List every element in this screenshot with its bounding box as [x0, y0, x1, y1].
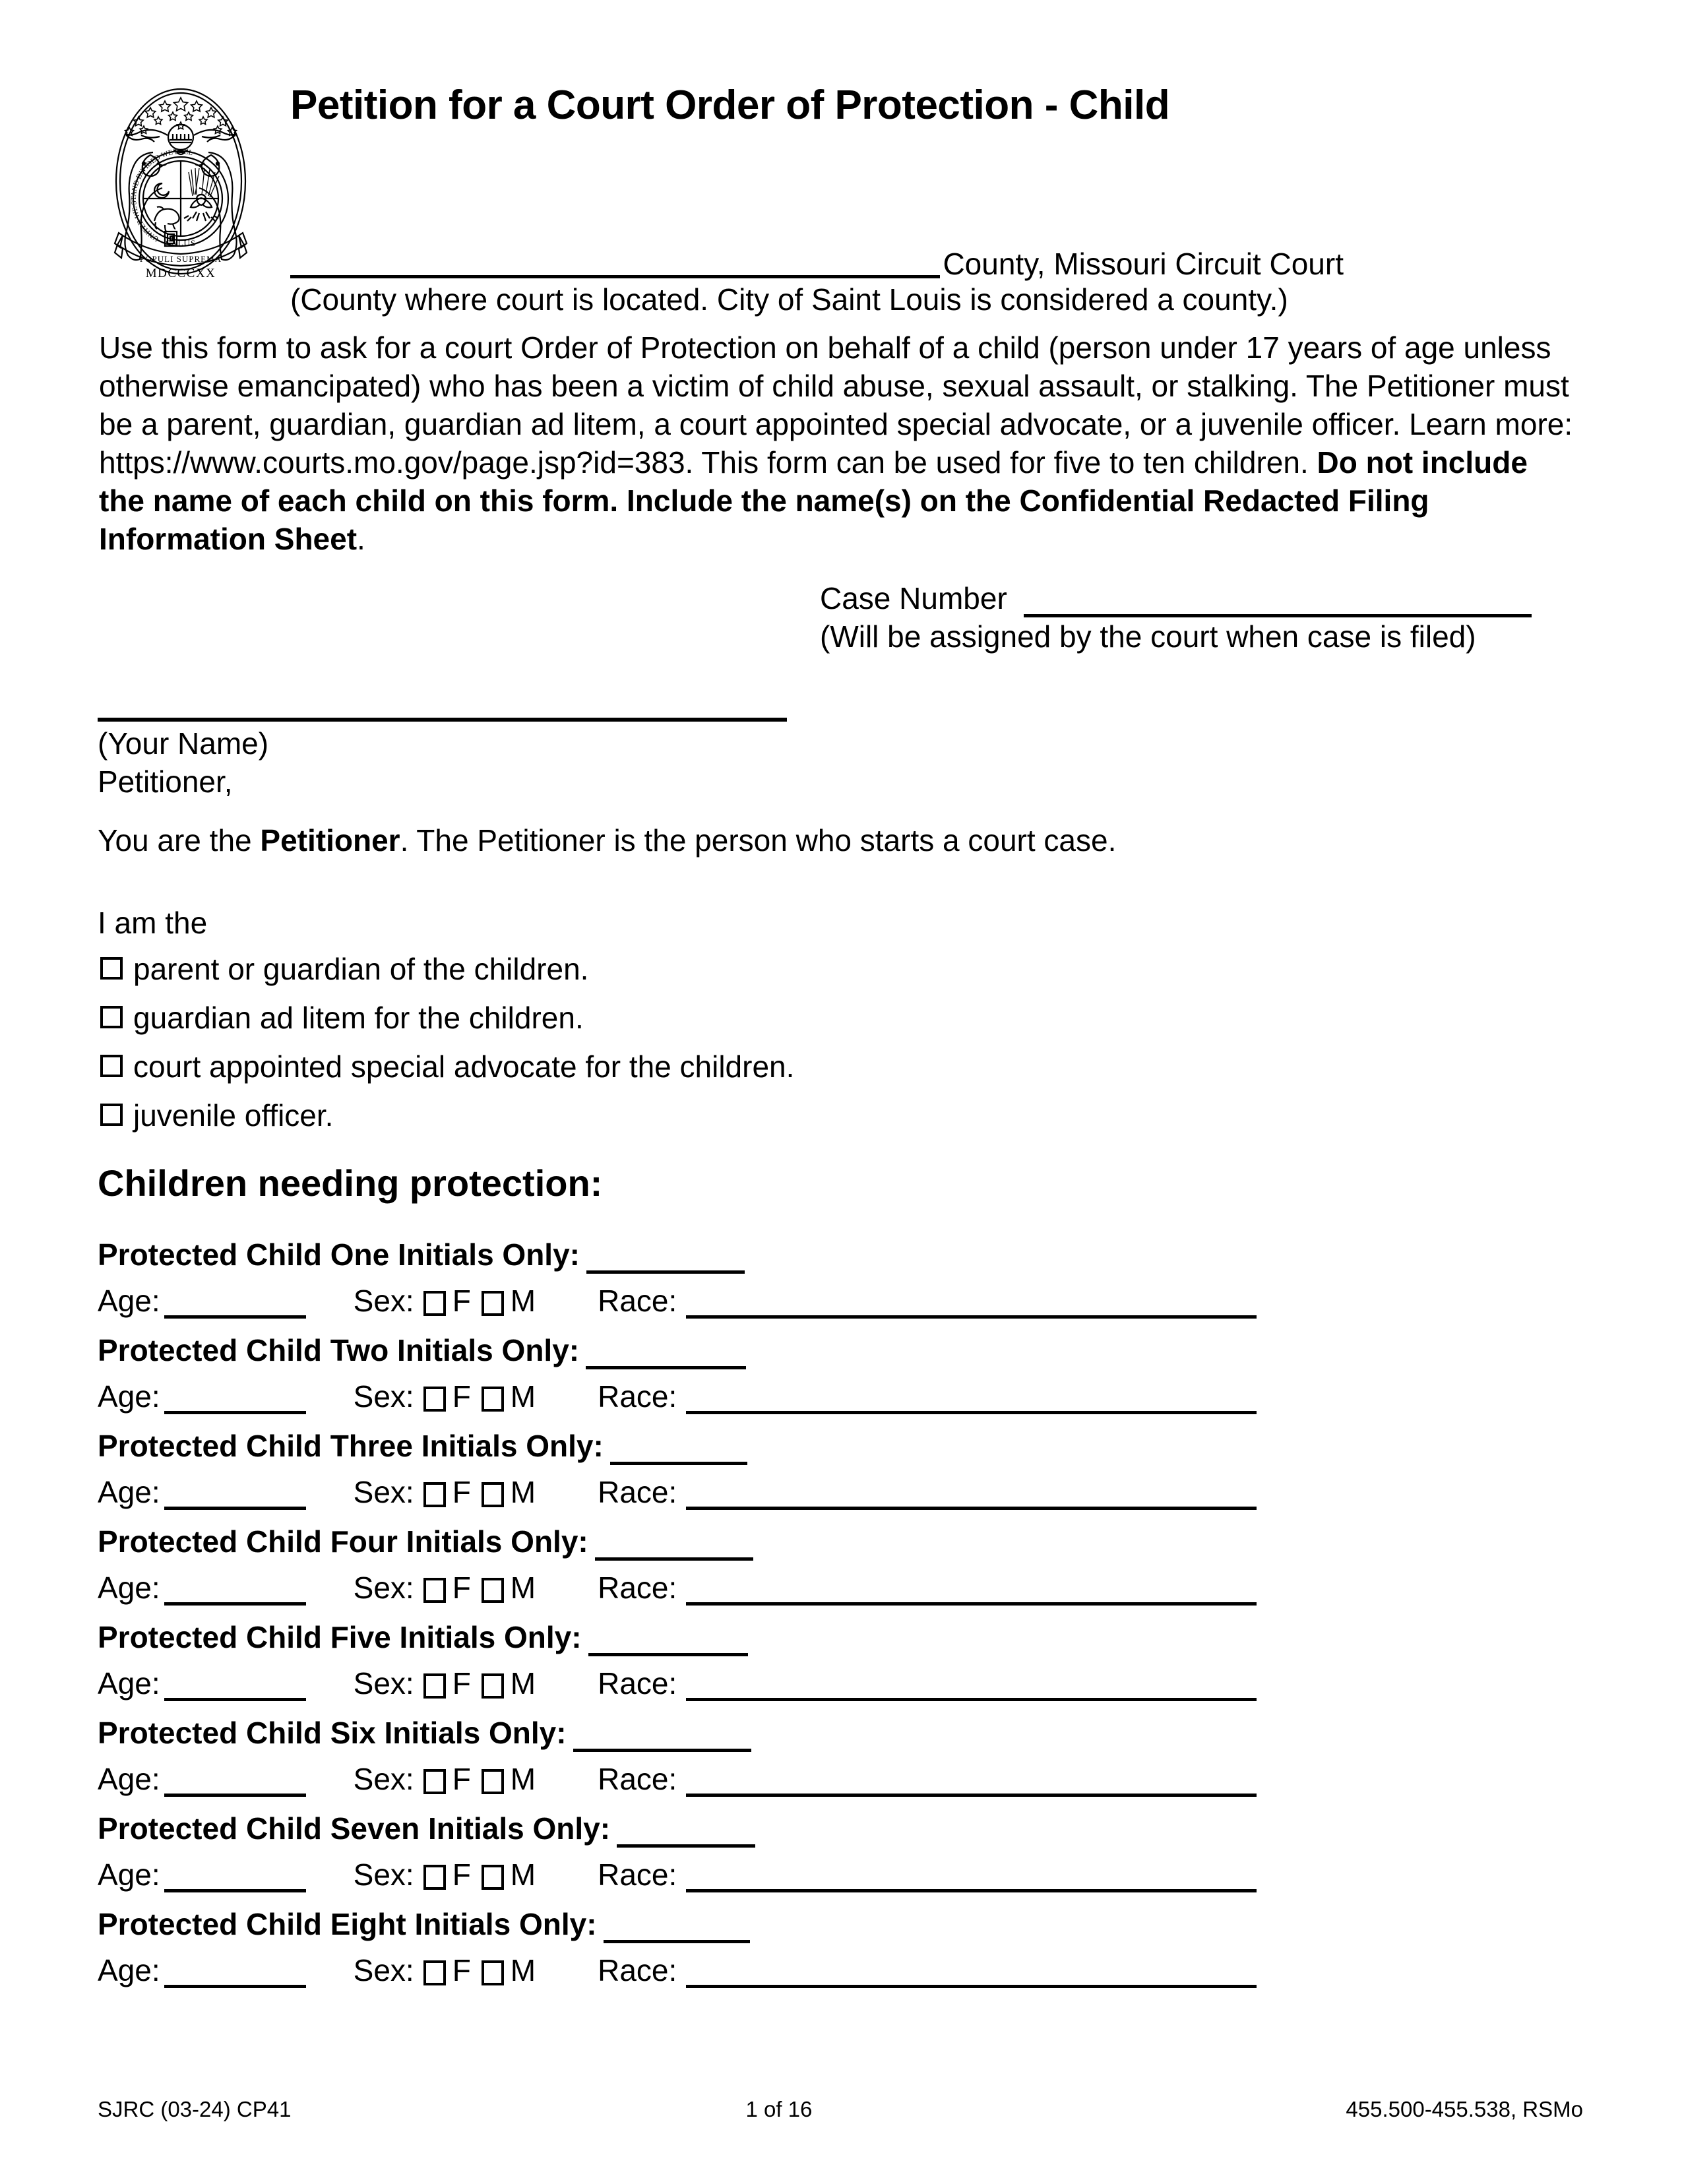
i-am-the-option-parent-guardian[interactable]: [100, 952, 1156, 1001]
page-title: Petition for a Court Order of Protection - Child: [290, 82, 1170, 128]
race-group: [598, 1857, 1351, 1892]
petitioner-def-pre: You are the: [98, 823, 261, 858]
age-field[interactable]: [164, 1387, 306, 1414]
i-am-the-label: I am the: [98, 906, 208, 940]
option-label: juvenile officer.: [133, 1098, 334, 1133]
page-footer: [98, 2096, 1583, 2123]
sex-group: [354, 1857, 546, 1892]
race-label: Race:: [598, 1379, 677, 1414]
checkbox-icon-female[interactable]: [423, 1769, 446, 1794]
child-initials-label: Protected Child Seven Initials Only:: [98, 1811, 611, 1846]
checkbox-icon-female[interactable]: [423, 1482, 446, 1507]
race-field[interactable]: [686, 1292, 1257, 1319]
sex-female-label: F: [452, 1475, 471, 1509]
sex-female-label: F: [452, 1666, 471, 1700]
age-field[interactable]: [164, 1770, 306, 1797]
sex-group: [354, 1952, 546, 1988]
checkbox-icon-male[interactable]: [482, 1673, 504, 1699]
sex-female-label: F: [452, 1857, 471, 1892]
child-details-row: [98, 1563, 1351, 1606]
sex-label: Sex:: [353, 1571, 414, 1605]
option-label: court appointed special advocate for the children.: [133, 1049, 795, 1084]
sex-label: Sex:: [353, 1284, 414, 1318]
child-initials-label: Protected Child One Initials Only:: [98, 1237, 580, 1272]
checkbox-icon[interactable]: [100, 1055, 123, 1077]
checkbox-icon-male[interactable]: [482, 1769, 504, 1794]
race-label: Race:: [598, 1666, 677, 1700]
child-initials-label: Protected Child Four Initials Only:: [98, 1524, 588, 1559]
race-field[interactable]: [686, 1865, 1257, 1892]
child-details-row: [98, 1659, 1351, 1701]
sex-male-label: M: [510, 1571, 536, 1605]
child-details-row: [98, 1276, 1351, 1319]
child-entry-block: [98, 1905, 1351, 1988]
checkbox-icon-male[interactable]: [482, 1291, 504, 1316]
sex-group: [354, 1666, 546, 1701]
sex-group: [354, 1474, 546, 1510]
race-label: Race:: [598, 1284, 677, 1318]
race-field[interactable]: [686, 1961, 1257, 1988]
footer-page-number: 1 of 16: [745, 2097, 813, 2121]
checkbox-icon-male[interactable]: [482, 1578, 504, 1603]
child-initials-label: Protected Child Five Initials Only:: [98, 1620, 582, 1654]
child-initials-field[interactable]: [595, 1532, 753, 1561]
age-field[interactable]: [164, 1865, 306, 1892]
child-details-row: [98, 1850, 1351, 1892]
sex-female-label: F: [452, 1284, 471, 1318]
sex-male-label: M: [510, 1953, 536, 1987]
race-label: Race:: [598, 1953, 677, 1987]
sex-female-label: F: [452, 1762, 471, 1796]
sex-group: [354, 1570, 546, 1606]
sex-male-label: M: [510, 1762, 536, 1796]
race-group: [598, 1666, 1351, 1701]
child-entry-block: [98, 1235, 1351, 1319]
child-initials-row: [98, 1522, 1351, 1563]
sex-group: [354, 1379, 546, 1414]
child-initials-row: [98, 1905, 1351, 1946]
race-group: [598, 1474, 1351, 1510]
age-label: Age:: [98, 1953, 160, 1987]
child-initials-label: Protected Child Three Initials Only:: [98, 1429, 604, 1463]
race-field[interactable]: [686, 1674, 1257, 1701]
svg-text:MDCCCXX: MDCCCXX: [145, 266, 216, 280]
child-entry-block: [98, 1809, 1351, 1892]
child-entry-block: [98, 1714, 1351, 1797]
child-initials-field[interactable]: [604, 1915, 750, 1943]
child-initials-field[interactable]: [586, 1245, 745, 1274]
age-label: Age:: [98, 1571, 160, 1605]
checkbox-icon-male[interactable]: [482, 1960, 504, 1985]
case-number-block: [820, 579, 1598, 656]
petitioner-name-block: [98, 724, 268, 801]
case-number-label: Case Number: [820, 581, 1007, 615]
child-initials-field[interactable]: [573, 1724, 751, 1752]
sex-female-label: F: [452, 1379, 471, 1414]
case-number-note: (Will be assigned by the court when case is filed): [820, 619, 1476, 654]
svg-text:POPULI SUPREMA: POPULI SUPREMA: [139, 254, 222, 264]
child-initials-field[interactable]: [610, 1437, 747, 1465]
child-entry-block: [98, 1522, 1351, 1606]
intro-text-part1: Use this form to ask for a court Order of Protection on behalf of a child (person under 17 years of age unless otherwise emancipated) who has been a victim of child abuse, sexual assault, or stalking. The Petitioner must be a parent, guardian, guardian ad litem, a court appointed special advocate, or a juvenile officer. Learn more: https://www.courts.mo.gov/page.jsp?id=383. This form can be used for five to ten children.: [99, 330, 1573, 480]
child-initials-label: Protected Child Two Initials Only:: [98, 1333, 580, 1367]
sex-male-label: M: [510, 1379, 536, 1414]
race-field[interactable]: [686, 1483, 1257, 1510]
county-note: (County where court is located. City of Saint Louis is considered a county.): [290, 282, 1288, 317]
age-field[interactable]: [164, 1961, 306, 1988]
age-label: Age:: [98, 1475, 160, 1509]
svg-text:SALUS: SALUS: [165, 238, 197, 248]
age-label: Age:: [98, 1284, 160, 1318]
county-blank-field[interactable]: [290, 246, 940, 278]
sex-label: Sex:: [353, 1762, 414, 1796]
checkbox-icon-female[interactable]: [423, 1291, 446, 1316]
i-am-the-options: [100, 952, 1156, 1147]
sex-male-label: M: [510, 1857, 536, 1892]
checkbox-icon-male[interactable]: [482, 1482, 504, 1507]
child-initials-row: [98, 1235, 1351, 1276]
footer-statute: 455.500-455.538, RSMo: [1346, 2097, 1583, 2121]
checkbox-icon-female[interactable]: [423, 1865, 446, 1890]
option-label: parent or guardian of the children.: [133, 952, 589, 986]
footer-form-id: SJRC (03-24) CP41: [98, 2097, 292, 2121]
checkbox-icon-female[interactable]: [423, 1578, 446, 1603]
checkbox-icon[interactable]: [100, 957, 123, 980]
age-field[interactable]: [164, 1483, 306, 1510]
intro-text-bold: Do not include the name of each child on this form. Include the name(s) on the Confidential Redacted Filing Information Sheet: [99, 445, 1528, 556]
sex-group: [354, 1761, 546, 1797]
child-details-row: [98, 1946, 1351, 1988]
petitioner-def-post: . The Petitioner is the person who starts a court case.: [400, 823, 1117, 858]
checkbox-icon[interactable]: [100, 1006, 123, 1028]
checkbox-icon[interactable]: [100, 1104, 123, 1126]
option-label: guardian ad litem for the children.: [133, 1001, 584, 1035]
i-am-the-option-guardian-ad-litem[interactable]: [100, 1001, 1156, 1049]
age-label: Age:: [98, 1762, 160, 1796]
child-initials-field[interactable]: [588, 1628, 748, 1656]
child-details-row: [98, 1372, 1351, 1414]
missouri-state-seal-icon: [99, 76, 263, 280]
sex-male-label: M: [510, 1666, 536, 1700]
child-initials-field[interactable]: [586, 1341, 746, 1369]
child-entry-block: [98, 1618, 1351, 1701]
svg-text:UNITED WE STAND DIVIDED WE FAL: UNITED WE STAND DIVIDED WE FALL: [130, 147, 194, 243]
i-am-the-option-juvenile-officer[interactable]: [100, 1098, 1156, 1147]
race-group: [598, 1570, 1351, 1606]
race-group: [598, 1283, 1351, 1319]
sex-label: Sex:: [353, 1857, 414, 1892]
child-initials-label: Protected Child Six Initials Only:: [98, 1716, 567, 1750]
checkbox-icon-female[interactable]: [423, 1673, 446, 1699]
sex-label: Sex:: [353, 1379, 414, 1414]
child-initials-row: [98, 1714, 1351, 1755]
i-am-the-option-casa[interactable]: [100, 1049, 1156, 1098]
child-initials-row: [98, 1809, 1351, 1850]
child-initials-label: Protected Child Eight Initials Only:: [98, 1907, 597, 1941]
children-list: [98, 1235, 1351, 2001]
race-label: Race:: [598, 1571, 677, 1605]
sex-male-label: M: [510, 1284, 536, 1318]
sex-label: Sex:: [353, 1953, 414, 1987]
child-details-row: [98, 1468, 1351, 1510]
petitioner-def-bold: Petitioner: [260, 823, 400, 858]
age-field[interactable]: [164, 1674, 306, 1701]
race-label: Race:: [598, 1857, 677, 1892]
intro-paragraph: [99, 328, 1580, 558]
your-name-label: (Your Name): [98, 726, 269, 761]
children-section-heading: Children needing protection:: [98, 1162, 603, 1204]
child-entry-block: [98, 1331, 1351, 1414]
case-number-field[interactable]: [1024, 588, 1532, 617]
race-group: [598, 1379, 1351, 1414]
race-field[interactable]: [686, 1578, 1257, 1606]
sex-male-label: M: [510, 1475, 536, 1509]
child-initials-row: [98, 1427, 1351, 1468]
age-label: Age:: [98, 1857, 160, 1892]
sex-label: Sex:: [353, 1666, 414, 1700]
child-initials-row: [98, 1618, 1351, 1659]
checkbox-icon-female[interactable]: [423, 1387, 446, 1412]
sex-female-label: F: [452, 1571, 471, 1605]
intro-text-part2: .: [357, 522, 365, 556]
race-group: [598, 1952, 1351, 1988]
age-field[interactable]: [164, 1578, 306, 1606]
age-label: Age:: [98, 1666, 160, 1700]
child-initials-row: [98, 1331, 1351, 1372]
petitioner-role-label: Petitioner,: [98, 764, 233, 799]
race-label: Race:: [598, 1475, 677, 1509]
sex-label: Sex:: [353, 1475, 414, 1509]
child-entry-block: [98, 1427, 1351, 1510]
petitioner-name-field[interactable]: [98, 718, 787, 722]
race-group: [598, 1761, 1351, 1797]
age-label: Age:: [98, 1379, 160, 1414]
race-label: Race:: [598, 1762, 677, 1796]
race-field[interactable]: [686, 1387, 1257, 1414]
court-county-line: [290, 246, 1590, 280]
petitioner-definition: [98, 821, 1116, 859]
sex-female-label: F: [452, 1953, 471, 1987]
child-initials-field[interactable]: [617, 1819, 755, 1848]
checkbox-icon-male[interactable]: [482, 1865, 504, 1890]
document-header: [99, 69, 1590, 317]
checkbox-icon-female[interactable]: [423, 1960, 446, 1985]
sex-group: [354, 1283, 546, 1319]
race-field[interactable]: [686, 1770, 1257, 1797]
checkbox-icon-male[interactable]: [482, 1387, 504, 1412]
court-suffix-label: County, Missouri Circuit Court: [943, 247, 1344, 281]
child-details-row: [98, 1755, 1351, 1797]
age-field[interactable]: [164, 1292, 306, 1319]
